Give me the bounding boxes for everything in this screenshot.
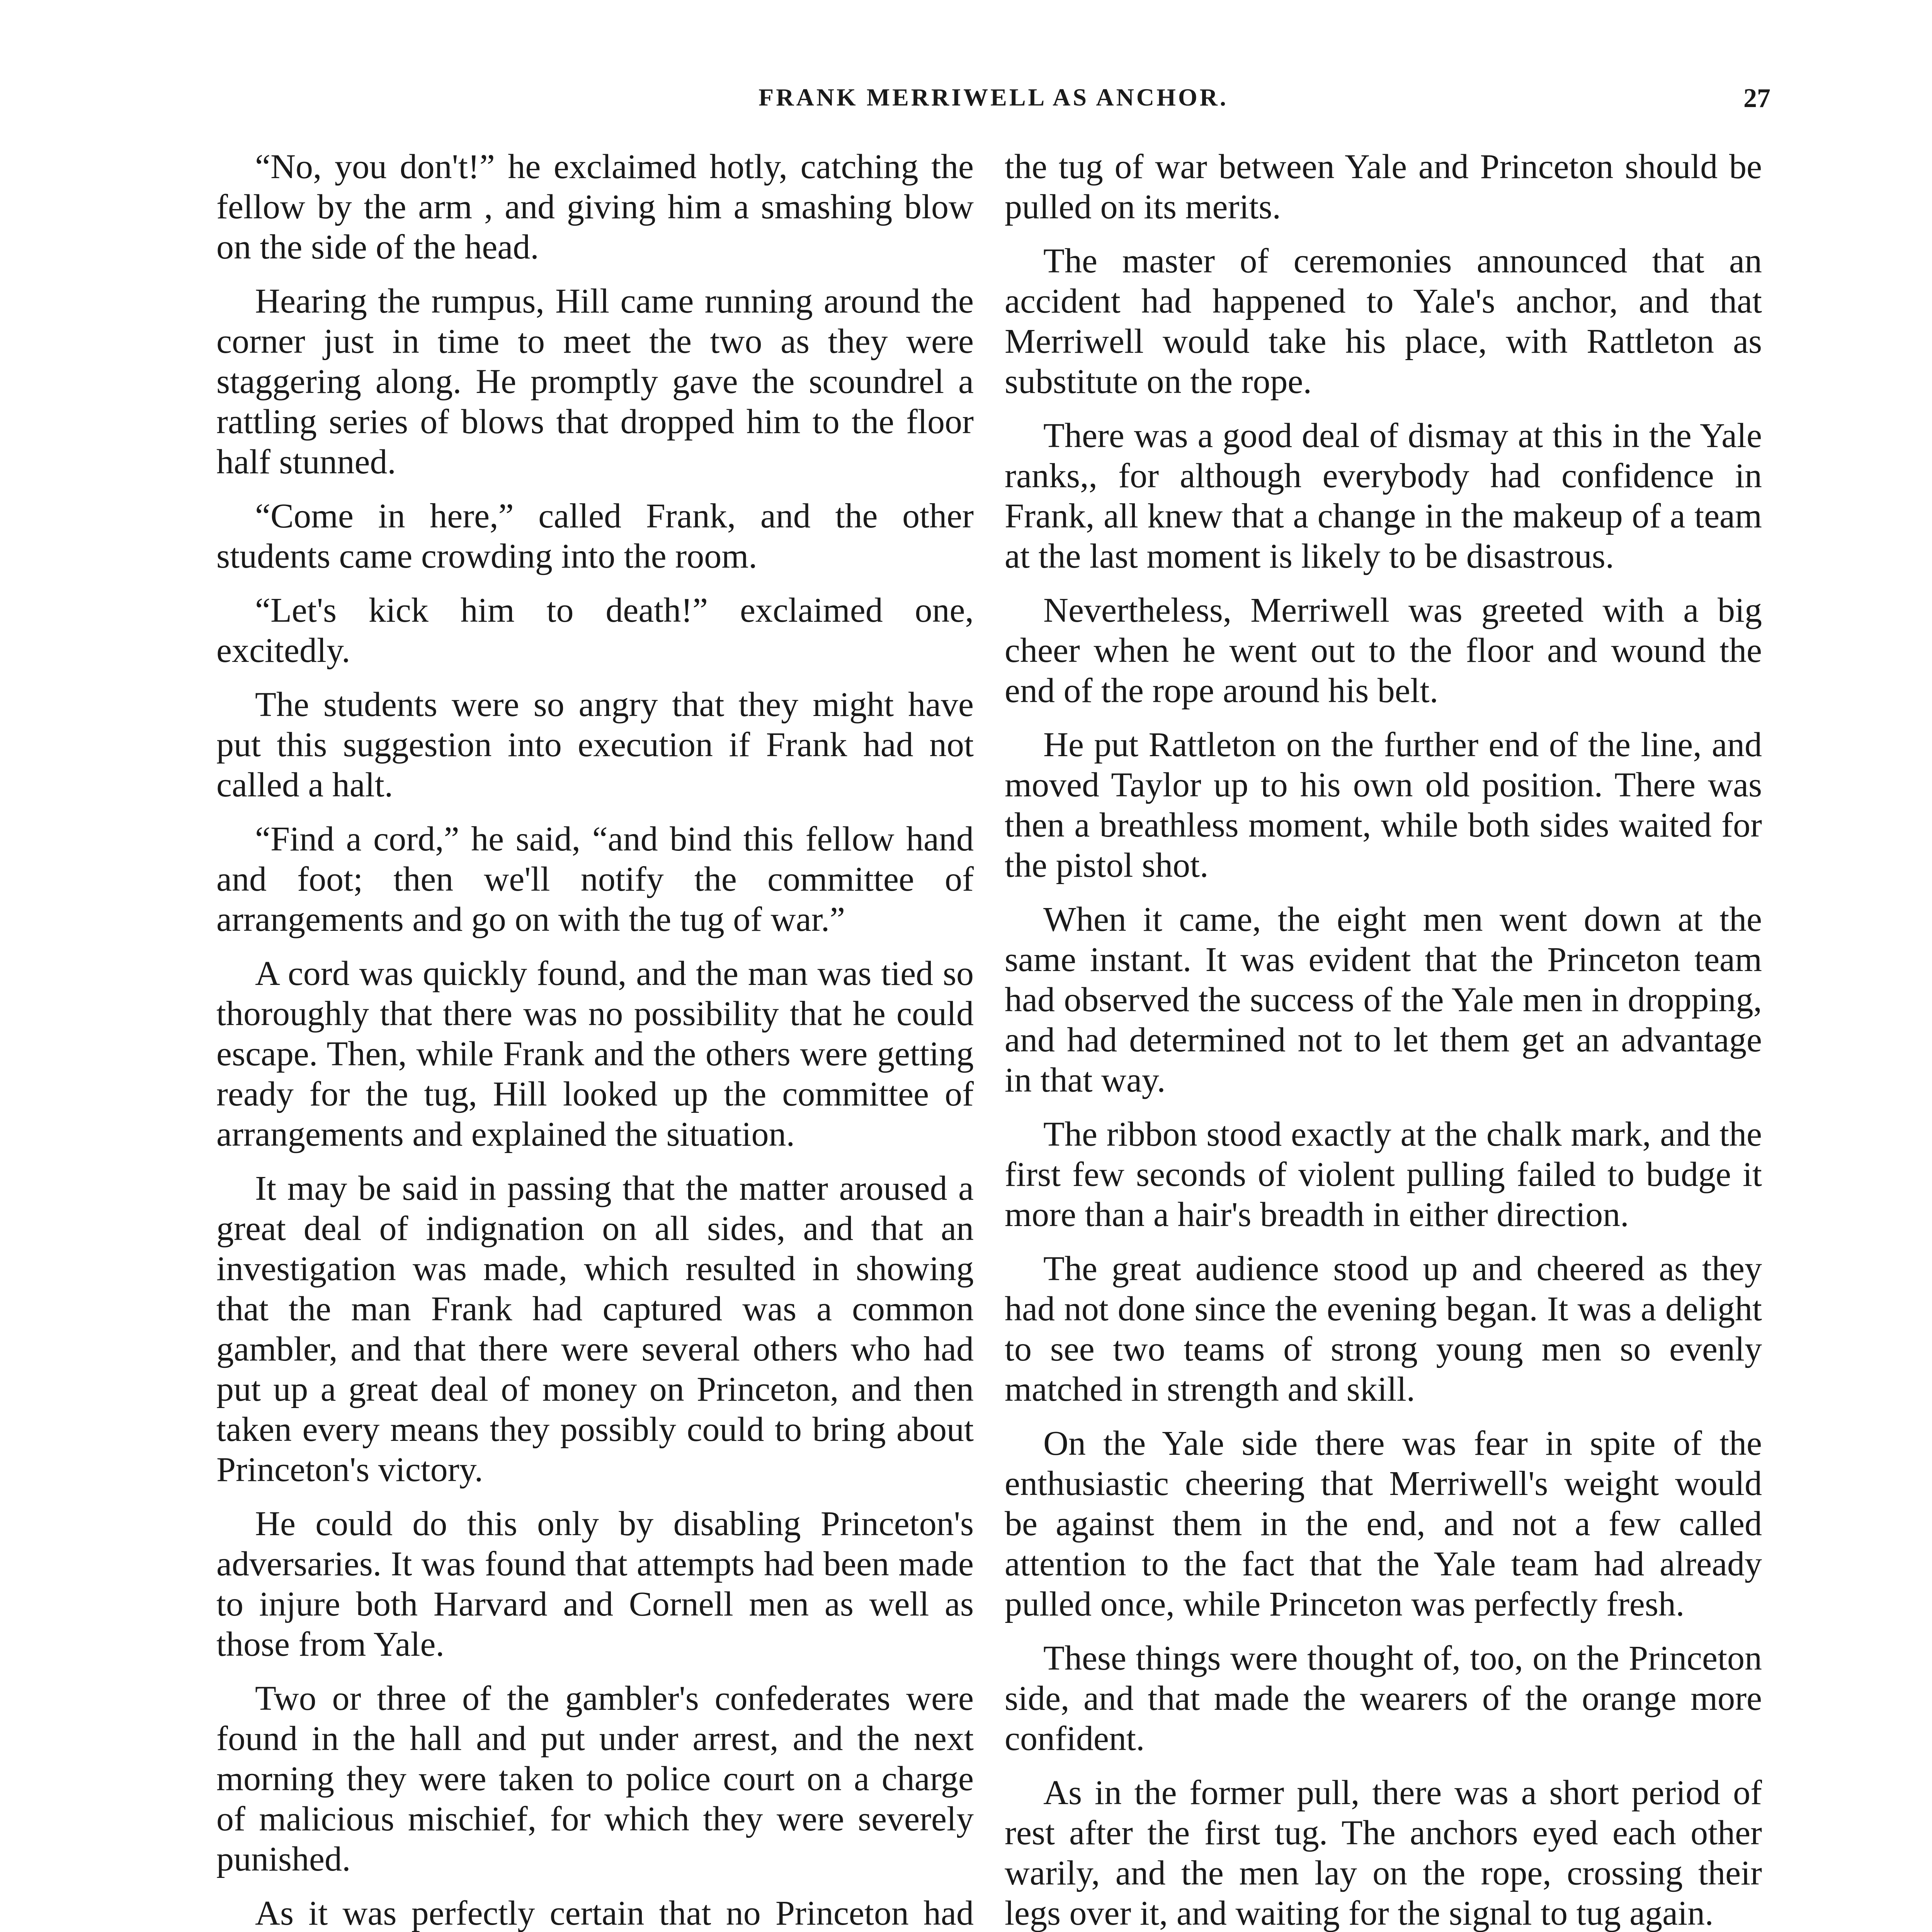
paragraph: As in the former pull, there was a short period of rest after the first tug. The anchors eyed each other warily, and the men lay on the rope, crossing their legs over it, and waiting for the signal to tug again.	[1005, 1774, 1762, 1932]
page-number: 27	[1743, 83, 1770, 113]
paragraph: On the Yale side there was fear in spite of the enthusiastic cheering that Merriwell's weight would be against them in the end, and not a few called attention to the fact that the Yale team had already pulled once, while Princeton was perfectly fresh.	[1005, 1424, 1762, 1623]
paragraph-continued: the tug of war between Yale and Princeton should be pulled on its merits.	[1005, 148, 1762, 226]
paragraph: He put Rattleton on the further end of the line, and moved Taylor up to his own old position. There was then a breathless moment, while both sides waited for the pistol shot.	[1005, 726, 1762, 884]
paragraph: The great audience stood up and cheered as they had not done since the evening began. It was a delight to see two teams of strong young men so evenly matched in strength and skill.	[1005, 1250, 1762, 1408]
left-column	[216, 147, 974, 1932]
paragraph: It may be said in passing that the matter aroused a great deal of indignation on all sides, and that an investigation was made, which resulted in showing that the man Frank had captured was a common gambler, and that there were several others who had put up a great deal of money on Princeton, and then taken every means they possibly could to bring about Princeton's victory.	[216, 1169, 974, 1489]
paragraph: “Come in here,” called Frank, and the other students came crowding into the room.	[216, 497, 974, 575]
paragraph: When it came, the eight men went down at the same instant. It was evident that the Princeton team had observed the success of the Yale men in dropping, and had determined not to let them get an advantage in that way.	[1005, 900, 1762, 1099]
paragraph: “Find a cord,” he said, “and bind this fellow hand and foot; then we'll notify the committee of arrangements and go on with the tug of war.”	[216, 820, 974, 939]
paragraph: A cord was quickly found, and the man was tied so thoroughly that there was no possibility that he could escape. Then, while Frank and the others were getting ready for the tug, Hill looked up the committee of arrangements and explained the situation.	[216, 954, 974, 1153]
paragraph: He could do this only by disabling Princeton's adversaries. It was found that attempts had been made to injure both Harvard and Cornell men as well as those from Yale.	[216, 1505, 974, 1663]
paragraph: Two or three of the gambler's confederates were found in the hall and put under arrest, and the next morning they were taken to police court on a charge of malicious mischief, for which they were severely punished.	[216, 1679, 974, 1878]
right-column	[1005, 147, 1762, 1932]
paragraph: Nevertheless, Merriwell was greeted with a big cheer when he went out to the floor and wound the end of the rope around his belt.	[1005, 591, 1762, 710]
paragraph: These things were thought of, too, on the Princeton side, and that made the wearers of the orange more confident.	[1005, 1639, 1762, 1758]
paragraph: “Let's kick him to death!” exclaimed one, excitedly.	[216, 591, 974, 670]
running-head	[216, 83, 1770, 126]
paragraph: “No, you don't!” he exclaimed hotly, catching the fellow by the arm , and giving him a smashing blow on the side of the head.	[216, 148, 974, 266]
paragraph: The master of ceremonies announced that an accident had happened to Yale's anchor, and that Merriwell would take his place, with Rattleton as substitute on the rope.	[1005, 242, 1762, 401]
paragraph: The ribbon stood exactly at the chalk mark, and the first few seconds of violent pulling failed to budge it more than a hair's breadth in either direction.	[1005, 1115, 1762, 1234]
running-title: FRANK MERRIWELL AS ANCHOR.	[759, 83, 1228, 111]
paragraph: Hearing the rumpus, Hill came running around the corner just in time to meet the two as they were staggering along. He promptly gave the scoundrel a rattling series of blows that dropped him to the floor half stunned.	[216, 282, 974, 481]
paragraph: The students were so angry that they might have put this suggestion into execution if Frank had not called a halt.	[216, 685, 974, 804]
paragraph: As it was perfectly certain that no Princeton had	[255, 1894, 974, 1932]
paragraph: There was a good deal of dismay at this in the Yale ranks,, for although everybody had confidence in Frank, all knew that a change in the makeup of a team at the last moment is likely to be disastrous.	[1005, 417, 1762, 575]
